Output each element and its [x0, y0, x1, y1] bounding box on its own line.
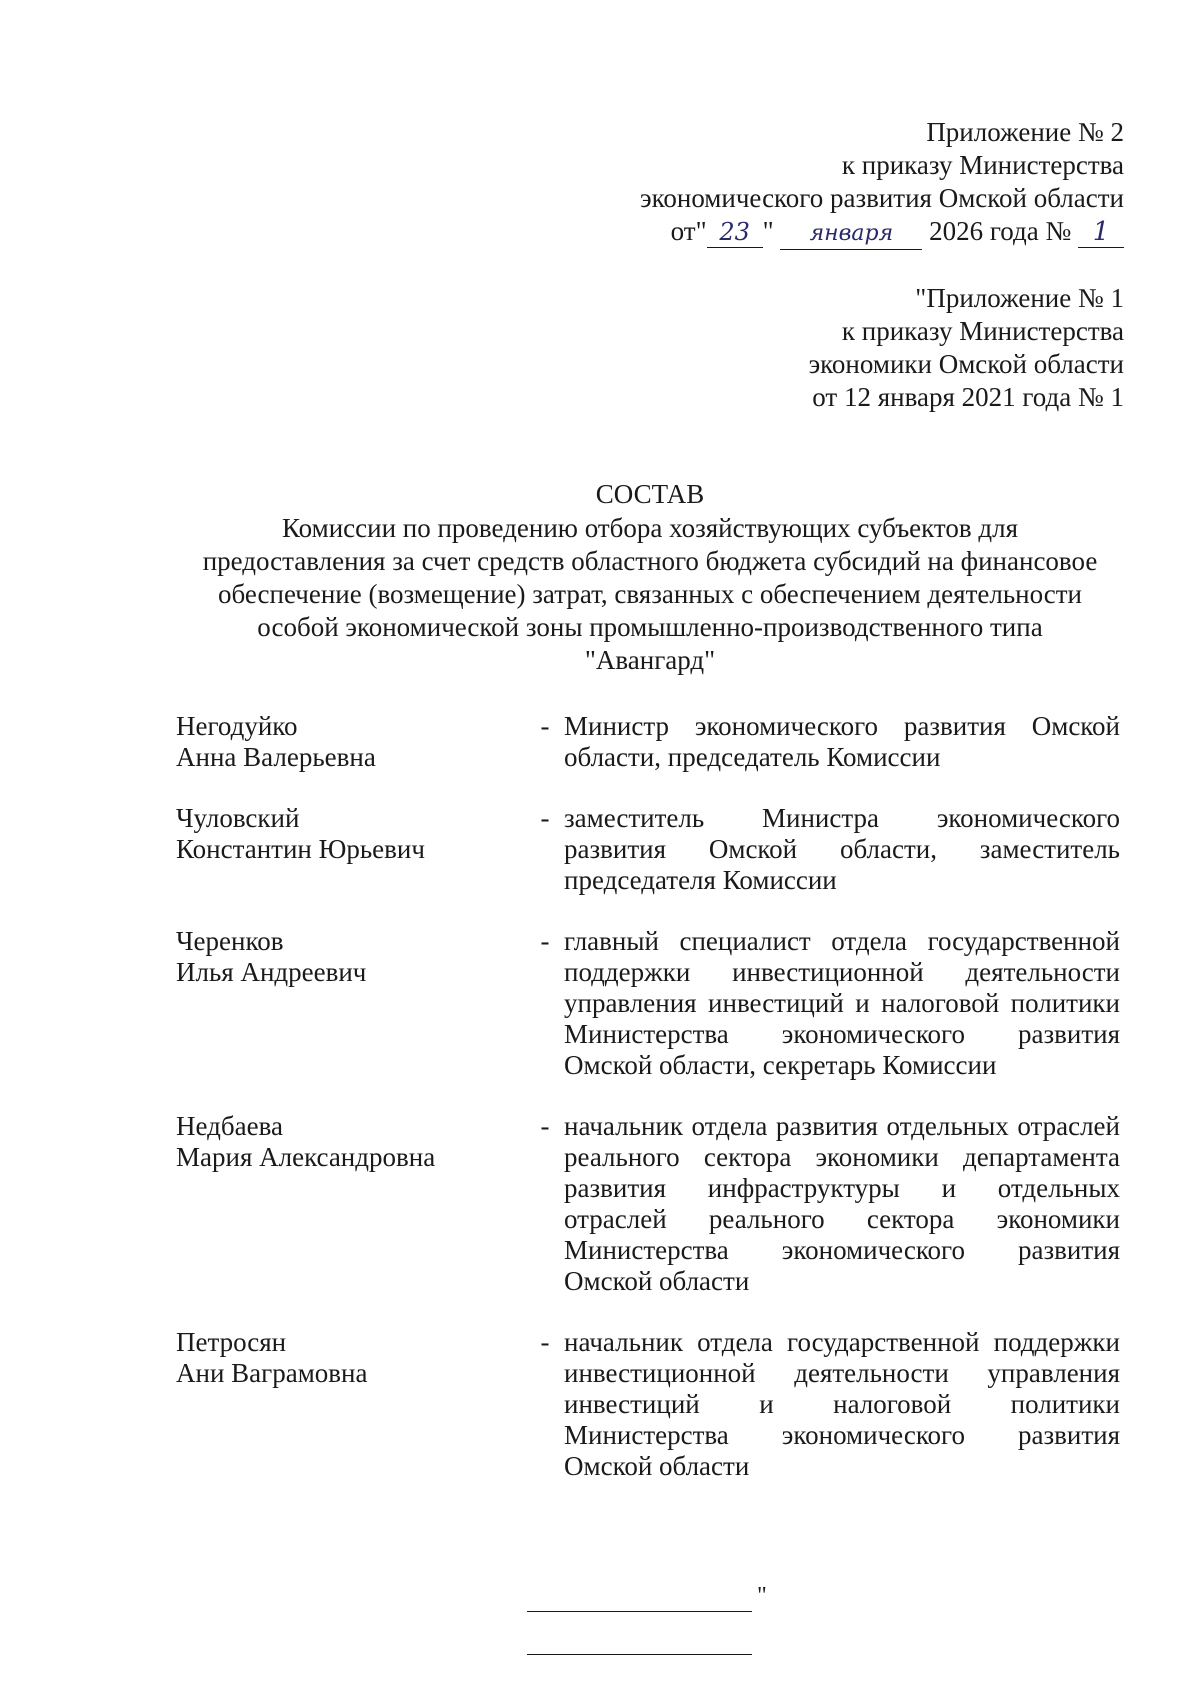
title-heading: СОСТАВ [595, 479, 705, 509]
member-role: главный специалист отдела государственной поддержки инвестиционной деятельности управления инвестиций и налоговой политики Министерства экономического развития Омской области, секретарь Комиссии [564, 926, 1120, 1080]
title-line: Комиссии по проведению отбора хозяйствующих субъектов для [281, 513, 1018, 543]
member-name [176, 1111, 526, 1297]
date-prefix: от" [670, 216, 707, 246]
member-role: Министр экономического развития Омской области, председатель Комиссии [564, 711, 1120, 772]
member-surname: Чуловский [176, 803, 300, 833]
date-year: 2026 года № [929, 216, 1072, 246]
annex-ministry: экономического развития Омской области [640, 183, 1124, 213]
annex-date-line [640, 215, 1124, 250]
handwritten-day: 23 [707, 217, 763, 248]
old-annex-date: от 12 января 2021 года № 1 [812, 382, 1124, 412]
closing-quote: " [757, 1583, 767, 1609]
date-quote-close: " [762, 216, 774, 246]
member-role: начальник отдела развития отдельных отраслей реального сектора экономики департамента развития инфраструктуры и отдельных отраслей реального сектора экономики Министерства экономического развития Омской области [564, 1111, 1120, 1296]
members-list [176, 711, 1126, 1482]
closing-rule [527, 1654, 752, 1655]
title-line: обеспечение (возмещение) затрат, связанных с обеспечением деятельности [217, 579, 1082, 609]
annex-header-old [809, 282, 1124, 414]
member-surname: Черенков [176, 926, 284, 956]
member-surname: Петросян [176, 1327, 287, 1357]
member-role: начальник отдела государственной поддержки инвестиционной деятельности управления инвестиций и налоговой политики Министерства экономического развития Омской области [564, 1327, 1120, 1481]
document-title [160, 478, 1140, 677]
member-entry [176, 803, 1126, 896]
handwritten-month: января [780, 219, 922, 250]
member-entry [176, 926, 1126, 1081]
closing-marks [527, 1585, 767, 1675]
member-dash: - [540, 711, 550, 741]
member-given-name: Мария Александровна [176, 1142, 436, 1172]
member-name [176, 803, 526, 896]
handwritten-order-number: 1 [1078, 217, 1124, 248]
old-annex-order-ref: к приказу Министерства [841, 316, 1124, 346]
member-given-name: Константин Юрьевич [176, 834, 425, 864]
closing-rule [527, 1611, 752, 1612]
title-line: "Авангард" [584, 645, 716, 675]
member-given-name: Ани Ваграмовна [176, 1358, 368, 1388]
member-entry [176, 1111, 1126, 1297]
member-dash: - [540, 926, 550, 956]
member-dash: - [540, 1111, 550, 1141]
member-entry [176, 1327, 1126, 1482]
title-line: предоставления за счет средств областного бюджета субсидий на финансовое [202, 546, 1098, 576]
annex-title: Приложение № 2 [926, 117, 1124, 147]
old-annex-ministry: экономики Омской области [808, 349, 1124, 379]
member-name [176, 711, 526, 773]
member-given-name: Анна Валерьевна [176, 742, 376, 772]
member-given-name: Илья Андреевич [176, 957, 367, 987]
member-surname: Недбаева [176, 1111, 283, 1141]
member-dash: - [540, 1327, 550, 1357]
annex-header-new [640, 116, 1124, 250]
annex-order-ref: к приказу Министерства [841, 150, 1124, 180]
member-name [176, 1327, 526, 1482]
member-entry [176, 711, 1126, 773]
member-name [176, 926, 526, 1081]
title-line: особой экономической зоны промышленно-производственного типа [257, 612, 1043, 642]
member-dash: - [540, 803, 550, 833]
member-role: заместитель Министра экономического развития Омской области, заместитель председателя Комиссии [564, 803, 1120, 895]
old-annex-title: "Приложение № 1 [915, 283, 1124, 313]
member-surname: Негодуйко [176, 711, 298, 741]
